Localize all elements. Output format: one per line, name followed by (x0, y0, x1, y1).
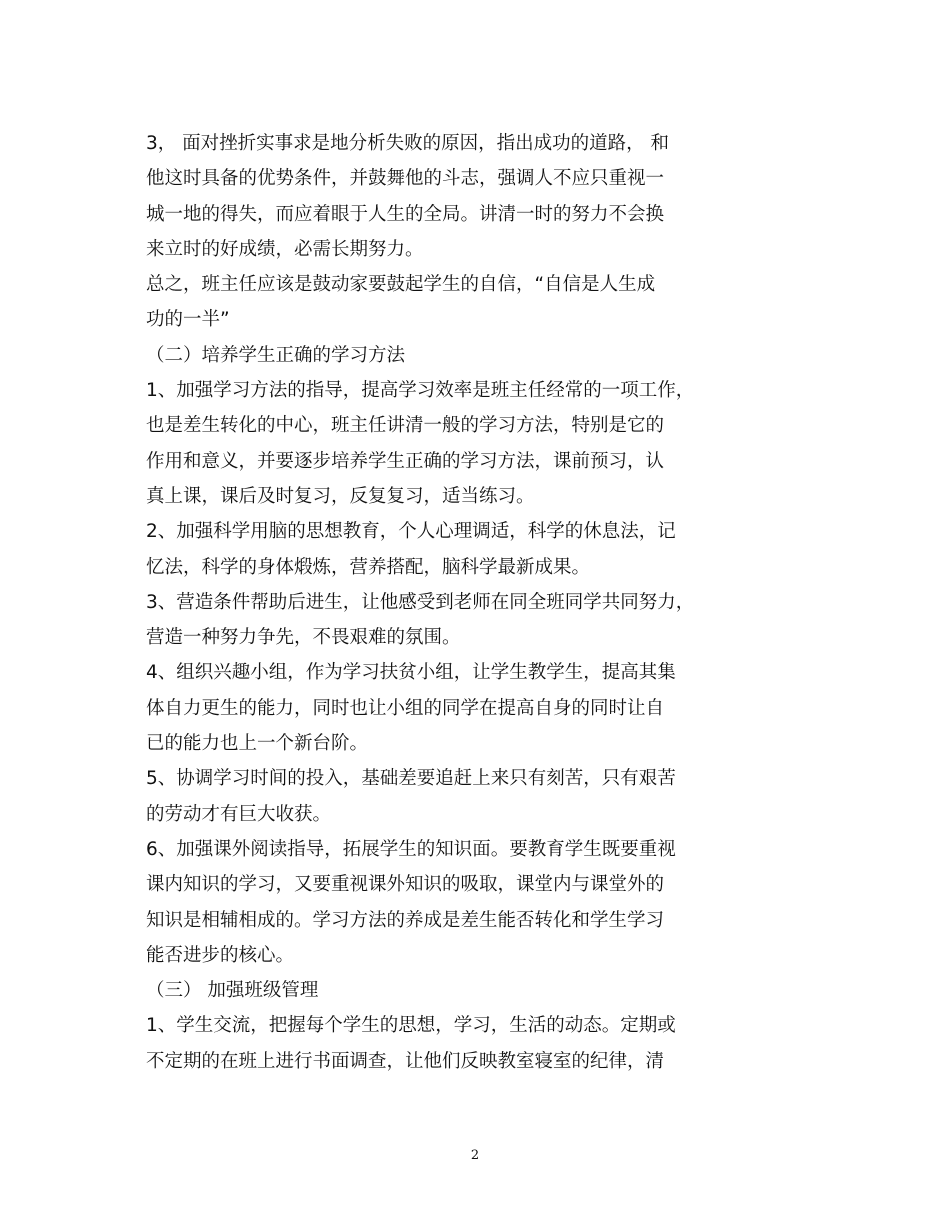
text-line: 1、学生交流，把握每个学生的思想，学习，生活的动态。定期或 (146, 1015, 676, 1037)
text-line: 功的一半” (146, 309, 230, 331)
text-line: 不定期的在班上进行书面调查，让他们反映教室寝室的纪律，清 (146, 1050, 665, 1072)
text-line: 知识是相辅相成的。学习方法的养成是差生能否转化和学生学习 (146, 909, 665, 931)
text-line: 营造一种努力争先，不畏艰难的氛围。 (146, 627, 461, 649)
text-line: 他这时具备的优势条件，并鼓舞他的斗志，强调人不应只重视一 (146, 168, 665, 190)
document-body (146, 126, 716, 1079)
text-line: 3、营造条件帮助后进生，让他感受到老师在同全班同学共同努力， (146, 591, 695, 613)
text-line: 课内知识的学习，又要重视课外知识的吸取，课堂内与课堂外的 (146, 874, 665, 896)
text-line: 能否进步的核心。 (146, 944, 295, 966)
text-line: 作用和意义，并要逐步培养学生正确的学习方法，课前预习，认 (146, 450, 665, 472)
page-number: 2 (470, 1148, 480, 1163)
text-line: 真上课，课后及时复习，反复复习，适当练习。 (146, 485, 535, 507)
text-line: 总之，班主任应该是鼓动家要鼓起学生的自信，“自信是人生成 (146, 274, 656, 296)
text-line: 来立时的好成绩，必需长期努力。 (146, 238, 424, 260)
text-line: 5、协调学习时间的投入，基础差要追赶上来只有刻苦，只有艰苦 (146, 768, 676, 790)
text-line: 的劳动才有巨大收获。 (146, 803, 332, 825)
text-line: 6、加强课外阅读指导，拓展学生的知识面。要教育学生既要重视 (146, 838, 676, 860)
text-line: 已的能力也上一个新台阶。 (146, 733, 369, 755)
text-line: （二）培养学生正确的学习方法 (146, 344, 406, 366)
text-line: 1、加强学习方法的指导，提高学习效率是班主任经常的一项工作， (146, 380, 695, 402)
text-line: 也是差生转化的中心，班主任讲清一般的学习方法，特别是它的 (146, 415, 665, 437)
text-line: 3， 面对挫折实事求是地分析失败的原因，指出成功的道路， 和 (146, 133, 670, 154)
text-line: 忆法，科学的身体煅炼，营养搭配，脑科学最新成果。 (146, 556, 591, 578)
text-line: 体自力更生的能力，同时也让小组的同学在提高自身的同时让自 (146, 697, 665, 719)
text-line: 城一地的得失，而应着眼于人生的全局。讲清一时的努力不会换 (146, 203, 665, 225)
text-line: 4、组织兴趣小组，作为学习扶贫小组，让学生教学生，提高其集 (146, 662, 676, 684)
text-line: （三） 加强班级管理 (146, 980, 319, 1002)
text-line: 2、加强科学用脑的思想教育，个人心理调适，科学的休息法，记 (146, 521, 676, 543)
